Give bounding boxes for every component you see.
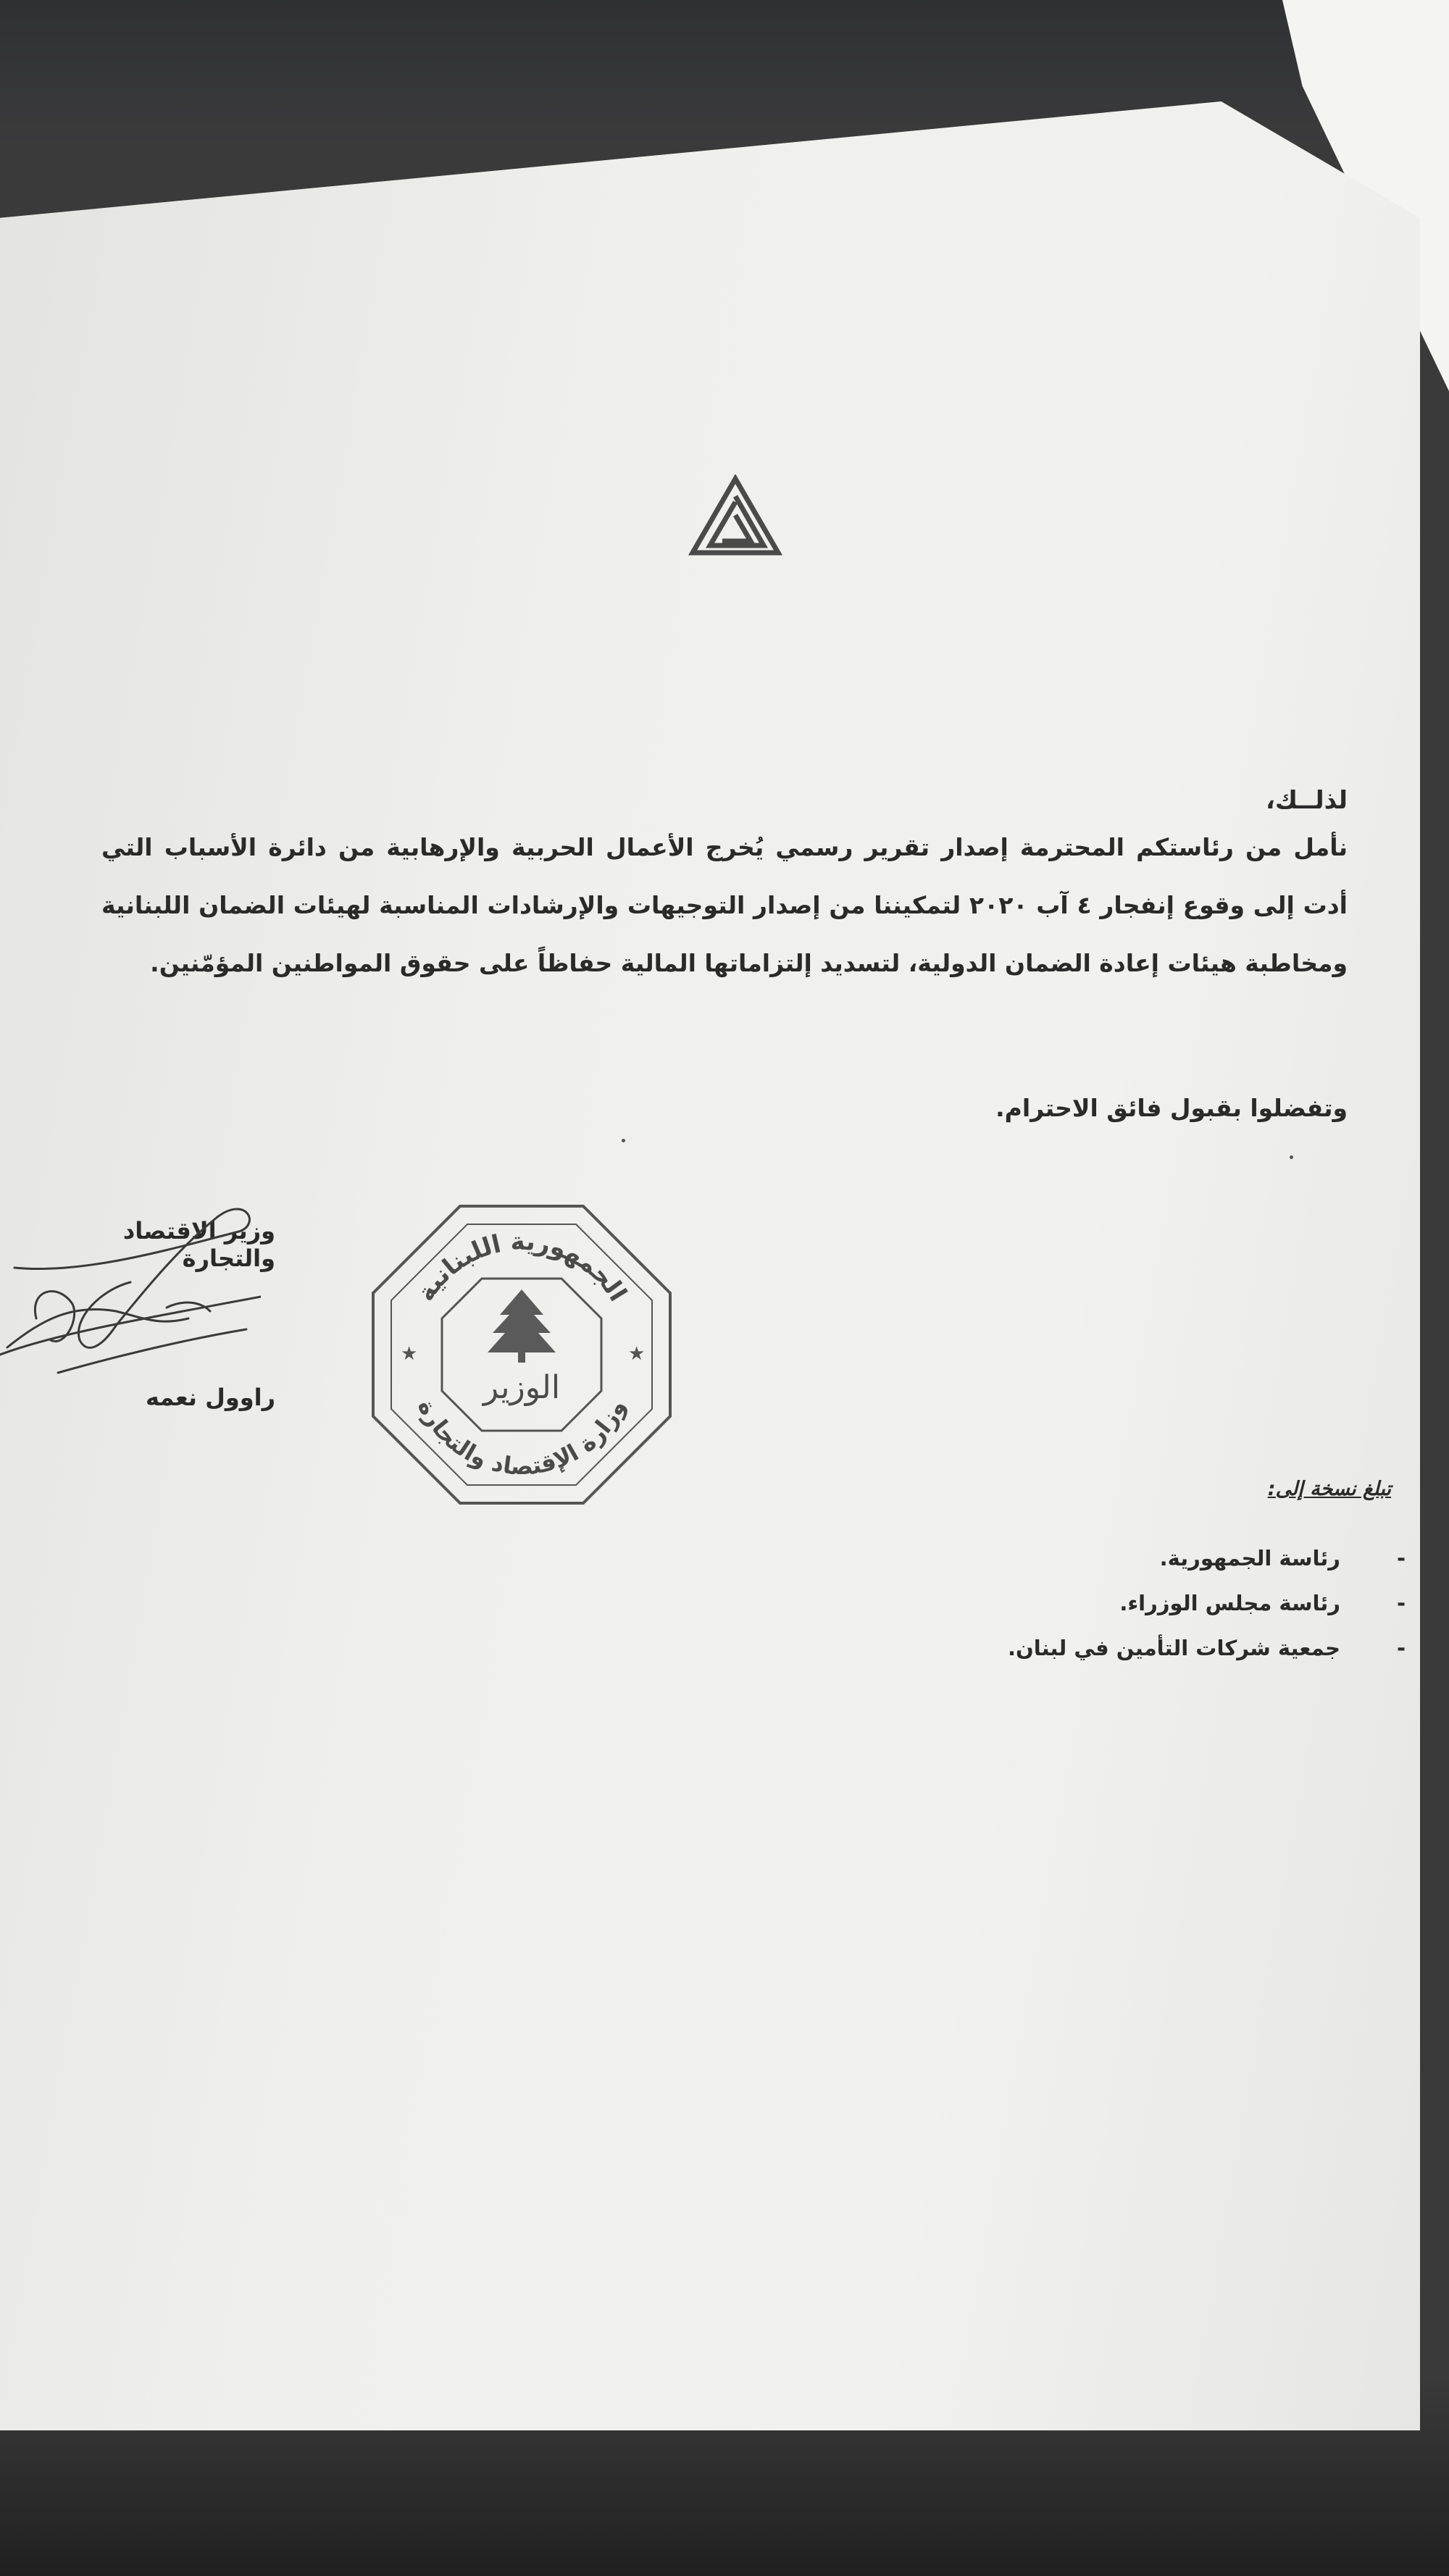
letter-body: نأمل من رئاستكم المحترمة إصدار تقرير رسمي يُخرج الأعمال الحربية والإرهابية من دائرة الأسباب التي أدت إلى وقوع إنفجار ٤ آب ٢٠٢٠ لتمكيننا من إصدار التوجيهات والإرشادات المناسبة لهيئات الضمان اللبنانية ومخاطبة هيئات إعادة الضمان الدولية، لتسديد إلتزاماتها المالية حفاظاً على حقوق المواطنين المؤمّنين. [101,833,1348,977]
paper-speck [622,1139,625,1142]
paper-speck [1290,1155,1293,1159]
list-item: -رئاسة الجمهورية. [1159,1546,1406,1571]
handwritten-signature [0,1174,261,1405]
signatory-name: راوول نعمه [145,1384,275,1411]
signatory-title: وزير الاقتصاد والتجارة [122,1217,275,1272]
list-item: -جمعية شركات التأمين في لبنان. [1008,1636,1406,1660]
copy-recipient: جمعية شركات التأمين في لبنان. [1008,1636,1340,1660]
letter-closing: وتفضلوا بقبول فائق الاحترام. [995,1094,1348,1122]
seal-star-right-icon: ★ [628,1343,646,1365]
ministry-seal [366,1199,677,1510]
seal-center-text: الوزير [483,1369,561,1406]
copy-recipient: رئاسة مجلس الوزراء. [1119,1591,1340,1615]
list-item: -رئاسة مجلس الوزراء. [1119,1591,1406,1615]
triangle-logo-icon [688,474,782,558]
seal-top-text: الجمهورية اللبنانية [411,1226,632,1307]
copy-recipient: رئاسة الجمهورية. [1159,1546,1340,1571]
copies-list [942,1536,1406,1670]
cedar-icon [488,1289,556,1363]
letter-heading: لذلــك، [1266,786,1348,815]
copies-title: تبلغ نسخة إلى: [1267,1478,1391,1500]
seal-star-left-icon: ★ [401,1343,418,1365]
seal-bottom-text: وزارة الإقتصاد والتجارة [412,1394,631,1481]
